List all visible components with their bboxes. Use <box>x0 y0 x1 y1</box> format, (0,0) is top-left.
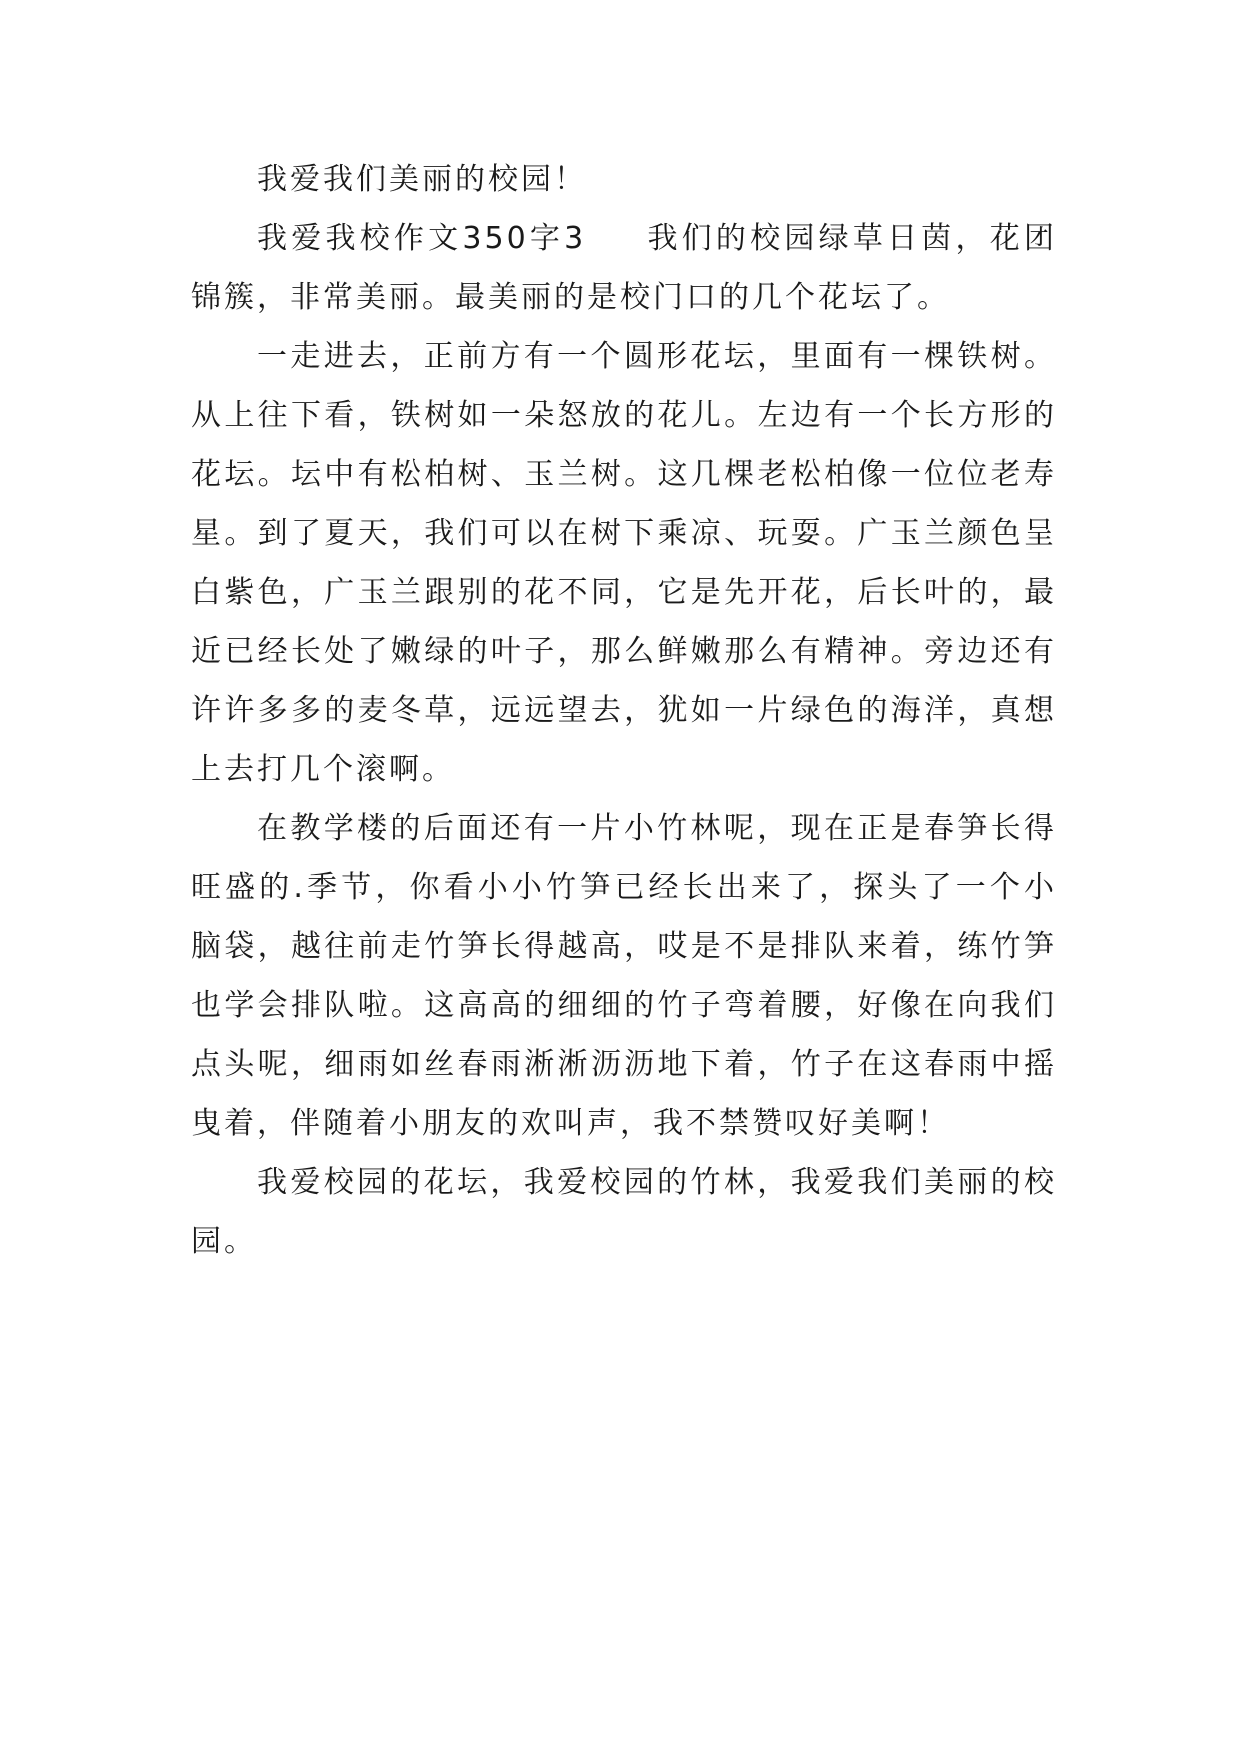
paragraph-1-text: 我爱我们美丽的校园！ <box>257 162 587 197</box>
paragraph-2-text: 我们的校园绿草日茵，花团锦簇，非常美丽。最美丽的是校门口的几个花坛了。 <box>191 221 1058 315</box>
paragraph-2 <box>191 209 1057 327</box>
paragraph-5 <box>191 1153 1057 1271</box>
paragraph-3 <box>191 327 1057 799</box>
essay-heading: 我爱我校作文350字3 <box>257 221 587 256</box>
paragraph-5-text: 我爱校园的花坛，我爱校园的竹林，我爱我们美丽的校园。 <box>191 1165 1057 1259</box>
paragraph-4 <box>191 799 1057 1153</box>
paragraph-3-text: 一走进去，正前方有一个圆形花坛，里面有一棵铁树。从上往下看，铁树如一朵怒放的花儿。左边有一个长方形的花坛。坛中有松柏树、玉兰树。这几棵老松柏像一位位老寿星。到了夏天，我们可以在树下乘凉、玩耍。广玉兰颜色呈白紫色，广玉兰跟别的花不同，它是先开花，后长叶的，最近已经长处了嫩绿的叶子，那么鲜嫩那么有精神。旁边还有许许多多的麦冬草，远远望去，犹如一片绿色的海洋，真想上去打几个滚啊。 <box>191 339 1057 787</box>
paragraph-4-text: 在教学楼的后面还有一片小竹林呢，现在正是春笋长得旺盛的.季节，你看小小竹笋已经长出来了，探头了一个小脑袋，越往前走竹笋长得越高，哎是不是排队来着，练竹笋也学会排队啦。这高高的细细的竹子弯着腰，好像在向我们点头呢，细雨如丝春雨淅淅沥沥地下着，竹子在这春雨中摇曳着，伴随着小朋友的欢叫声，我不禁赞叹好美啊！ <box>191 811 1057 1141</box>
document-body <box>191 150 1057 1271</box>
paragraph-1 <box>191 150 1057 209</box>
